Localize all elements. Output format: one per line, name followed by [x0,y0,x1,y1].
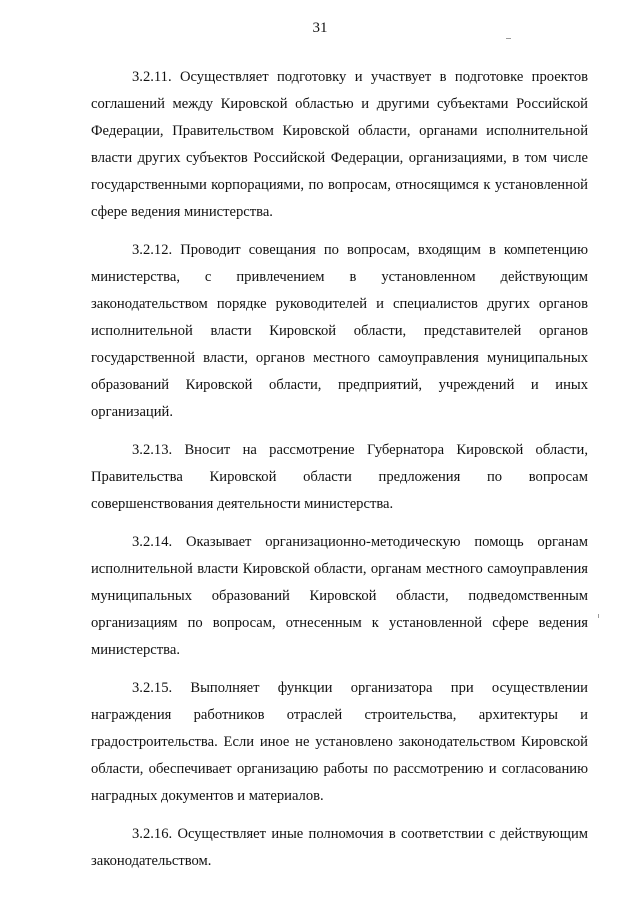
paragraph-3-2-15 [91,675,588,810]
paragraph-text: Выполняет функции организатора при осуществлении награждения работников отраслей строительства, архитектуры и градостроительства. Если иное не установлено законодательством Кировской области, обеспечивает организацию работы по рассмотрению и согласованию наградных документов и материалов. [91,680,588,804]
paragraph-number: 3.2.13. [132,442,173,458]
paragraph-text: Осуществляет иные полномочия в соответствии с действующим законодательством. [91,826,588,869]
paragraph-text: Осуществляет подготовку и участвует в подготовке проектов соглашений между Кировской областью и другими субъектами Российской Федерации, Правительством Кировской области, органами исполнительной власти других субъектов Российской Федерации, организациями, в том числе государственными корпорациями, по вопросам, относящимся к установленной сфере ведения министерства. [91,69,589,220]
scan-speck [506,38,511,39]
scan-speck [598,614,599,618]
paragraph-3-2-12 [91,237,588,426]
paragraph-text: Проводит совещания по вопросам, входящим в компетенцию министерства, с привлечением в установленном действующим законодательством порядке руководителей и специалистов других органов исполнительной власти Кировской области, представителей органов государственной власти, органов местного самоуправления муниципальных образований Кировской области, предприятий, учреждений и иных организаций. [91,242,588,420]
paragraph-3-2-13 [91,437,588,518]
page-number: 31 [312,20,328,36]
paragraph-3-2-14 [91,529,588,664]
paragraph-text: Оказывает организационно-методическую помощь органам исполнительной власти Кировской области, органам местного самоуправления муниципальных образований Кировской области, подведомственным организациям по вопросам, отнесенным к установленной сфере ведения министерства. [91,534,588,658]
paragraph-number: 3.2.16. [132,826,173,842]
paragraph-number: 3.2.12. [132,242,173,258]
paragraph-text: Вносит на рассмотрение Губернатора Кировской области, Правительства Кировской области предложения по вопросам совершенствования деятельности министерства. [91,442,588,512]
document-body [91,64,588,886]
paragraph-number: 3.2.15. [132,680,173,696]
paragraph-3-2-11 [91,64,588,226]
paragraph-number: 3.2.11. [132,69,172,85]
paragraph-number: 3.2.14. [132,534,173,550]
paragraph-3-2-16 [91,821,588,875]
